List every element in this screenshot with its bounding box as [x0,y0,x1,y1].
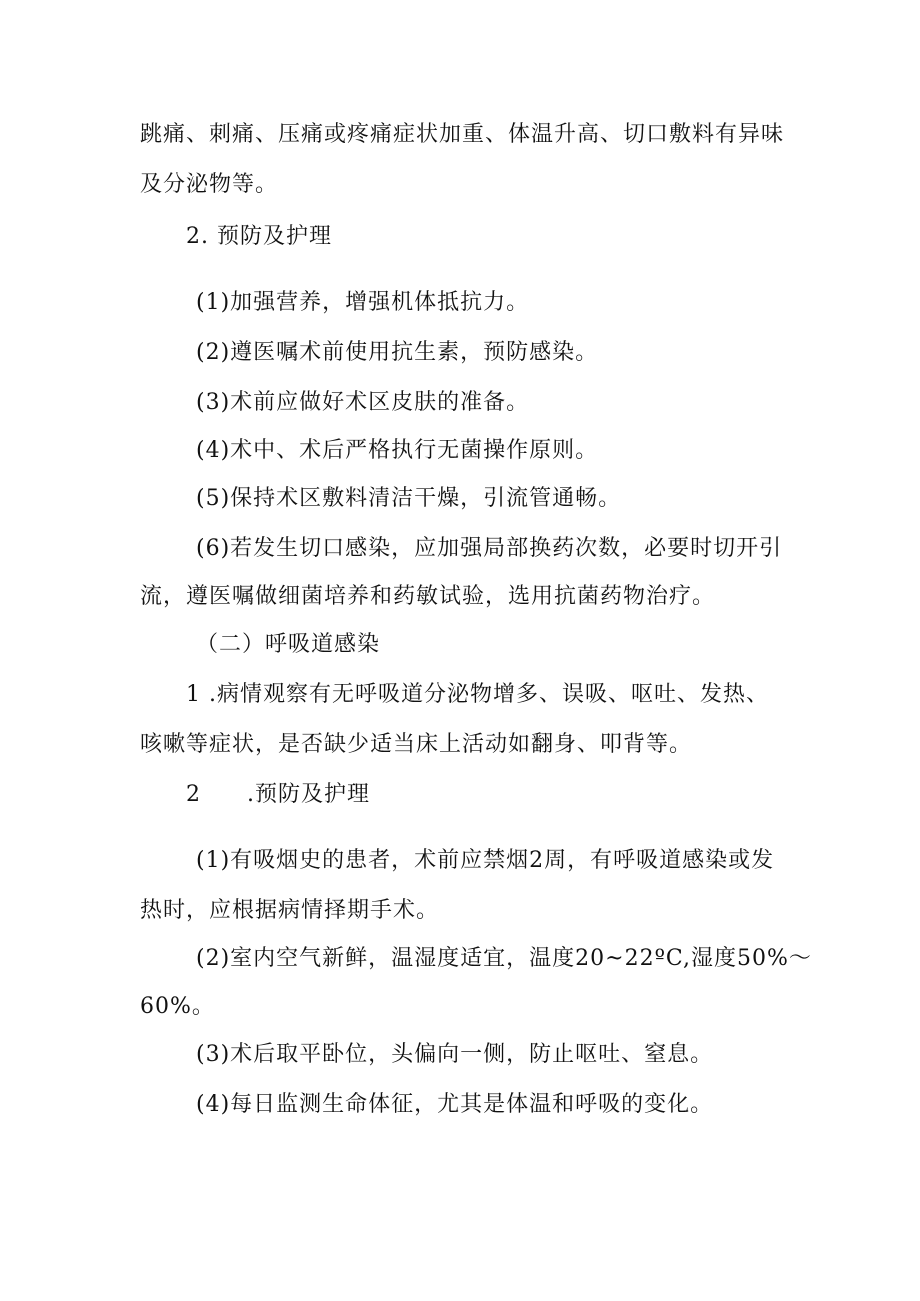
list-item-r2-continued: 60%。 [140,994,215,1019]
list-item-6: (6)若发生切口感染，应加强局部换药次数，必要时切开引 [196,536,783,561]
list-item-3: (3)术前应做好术区皮肤的准备。 [196,390,530,415]
list-item-4: (4)术中、术后严格执行无菌操作原则。 [196,438,599,463]
text-line-1: 跳痛、刺痛、压痛或疼痛症状加重、体温升高、切口敷料有异味 [140,122,785,147]
list-item-6-continued: 流，遵医嘱做细菌培养和药敏试验，选用抗菌药物治疗。 [140,584,716,609]
section-heading-prevention: 2. 预防及护理 [186,224,332,249]
section-heading-prevention-2: 2 .预防及护理 [186,782,370,807]
list-item-1: (1)加强营养，增强机体抵抗力。 [196,290,530,315]
list-item-r1-continued: 热时，应根据病情择期手术。 [140,898,440,923]
list-item-r3: (3)术后取平卧位，头偏向一侧，防止呕吐、窒息。 [196,1042,714,1067]
observation-line-1: 1 .病情观察有无呼吸道分泌物增多、误吸、呕吐、发热、 [186,682,769,707]
observation-line-2: 咳嗽等症状，是否缺少适当床上活动如翻身、叩背等。 [140,732,693,757]
text-line-2: 及分泌物等。 [140,172,279,197]
list-item-2: (2)遵医嘱术前使用抗生素，预防感染。 [196,340,599,365]
list-item-r2: (2)室内空气新鲜，温湿度适宜，温度20~22ºC,湿度50%～ [196,946,812,971]
section-heading-respiratory: （二）呼吸道感染 [196,632,381,657]
list-item-r1: (1)有吸烟史的患者，术前应禁烟2周，有呼吸道感染或发 [196,848,775,873]
list-item-5: (5)保持术区敷料清洁干燥，引流管通畅。 [196,486,622,511]
list-item-r4: (4)每日监测生命体征，尤其是体温和呼吸的变化。 [196,1092,714,1117]
